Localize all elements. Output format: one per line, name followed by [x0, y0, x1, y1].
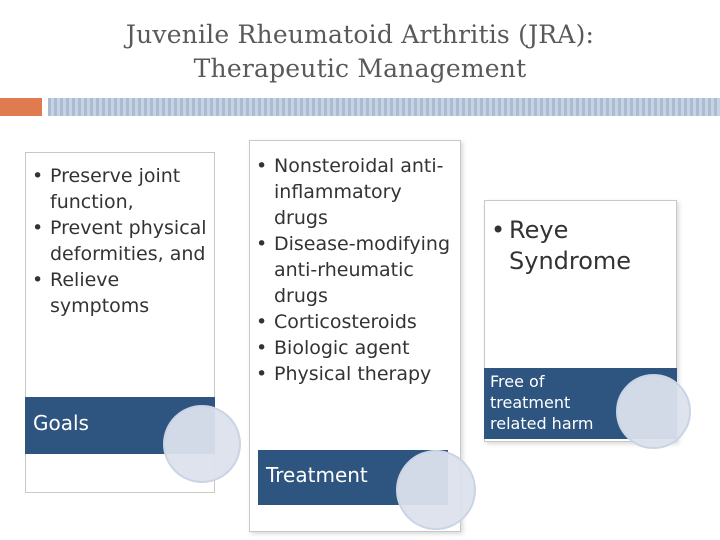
- treatment-circle: [396, 450, 476, 530]
- accent-bar-blue: [48, 98, 720, 116]
- harm-list: [487, 215, 675, 277]
- title-line-2: Therapeutic Management: [193, 54, 527, 83]
- goals-label: Goals: [33, 411, 89, 435]
- title-line-1: Juvenile Rheumatoid Arthritis (JRA):: [125, 20, 595, 49]
- goals-item: • Preserve joint function,: [28, 163, 213, 215]
- slide-title: [40, 18, 680, 86]
- accent-bar-orange: [0, 98, 42, 116]
- goals-item: • Relieve symptoms: [28, 267, 213, 319]
- harm-label: Free of treatment related harm: [490, 372, 594, 433]
- treatment-item: • Disease-modifying anti-rheumatic drugs: [252, 231, 458, 309]
- goals-circle: [163, 405, 241, 483]
- harm-circle: [616, 374, 691, 449]
- treatment-item: • Nonsteroidal anti-inflammatory drugs: [252, 153, 458, 231]
- goals-item: • Prevent physical deformities, and: [28, 215, 213, 267]
- harm-item: • Reye Syndrome: [487, 215, 675, 277]
- treatment-label: Treatment: [266, 463, 368, 487]
- treatment-item: • Physical therapy: [252, 361, 458, 387]
- goals-list: [28, 163, 213, 319]
- treatment-item: • Biologic agent: [252, 335, 458, 361]
- treatment-list: [252, 153, 458, 387]
- treatment-item: • Corticosteroids: [252, 309, 458, 335]
